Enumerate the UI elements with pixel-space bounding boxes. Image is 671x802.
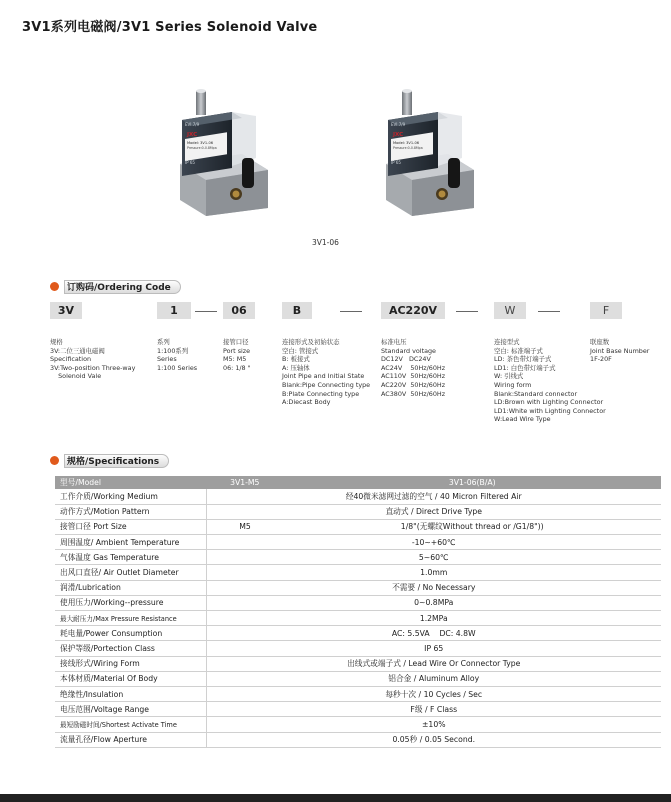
spec-value: 出线式或端子式 / Lead Wire Or Connector Type <box>206 656 661 671</box>
bullet-dot-icon <box>50 282 59 291</box>
specifications-table <box>55 476 661 748</box>
table-row <box>55 550 661 565</box>
spec-value: 每秒十次 / 10 Cycles / Sec <box>206 686 661 701</box>
photo2-pressure: Pressure:0-0.8Mpa <box>393 146 423 150</box>
spec-value: 0~0.8MPa <box>206 595 661 610</box>
table-row <box>55 732 661 747</box>
desc-port: 接管口径 Port size M5: M5 06: 1/8 " <box>223 338 251 372</box>
table-row <box>55 686 661 701</box>
spec-value: 铝合金 / Aluminum Alloy <box>206 671 661 686</box>
code-series: 1 <box>157 302 191 319</box>
spec-label: 使用压力/Working--pressure <box>55 595 206 610</box>
table-row <box>55 641 661 656</box>
valve-photo-2 <box>378 86 506 216</box>
table-row <box>55 489 661 504</box>
table-row <box>55 656 661 671</box>
desc-spec: 规格 3V:二位三通电磁阀 Specification 3V:Two-position Three-way Solenoid Vale <box>50 338 136 381</box>
desc-joint-base: 联座数 Joint Base Number 1F-20F <box>590 338 650 364</box>
table-row <box>55 611 661 626</box>
spec-value: F级 / F Class <box>206 702 661 717</box>
photo1-ip: IP 65 <box>185 160 195 165</box>
specifications-header <box>50 453 169 468</box>
code-joint: B <box>282 302 312 319</box>
valve-photo-1 <box>172 86 300 216</box>
spec-label: 气体温度 Gas Temperature <box>55 550 206 565</box>
table-row <box>55 580 661 595</box>
code-separator <box>195 311 217 312</box>
spec-label: 电压范围/Voltage Range <box>55 702 206 717</box>
spec-label: 本体材质/Material Of Body <box>55 671 206 686</box>
spec-label: 接管口径 Port Size <box>55 519 206 534</box>
bullet-dot-icon <box>50 456 59 465</box>
code-port: 06 <box>223 302 255 319</box>
ordering-code-title: 订购码/Ordering Code <box>64 280 181 294</box>
code-wiring: W <box>494 302 526 319</box>
photo2-ev: EVI 7/9 <box>391 122 406 127</box>
desc-series: 系列 1:100系列 Series 1:100 Series <box>157 338 198 372</box>
spec-label: 接线形式/Wiring Form <box>55 656 206 671</box>
photo1-brand: JXC <box>187 132 198 138</box>
spec-label: 动作方式/Motion Pattern <box>55 504 206 519</box>
column-header: 型号/Model <box>55 476 206 489</box>
spec-value: IP 65 <box>206 641 661 656</box>
photo-caption: 3V1-06 <box>312 238 339 247</box>
spec-value: 5~60℃ <box>206 550 661 565</box>
table-row <box>55 595 661 610</box>
spec-value: AC: 5.5VA DC: 4.8W <box>206 626 661 641</box>
spec-label: 最大耐压力/Max Pressure Resistance <box>55 611 206 626</box>
spec-value: 1.2MPa <box>206 611 661 626</box>
footer-bar <box>0 794 671 802</box>
photo2-brand: JXC <box>393 132 404 138</box>
ordering-code-header <box>50 279 181 294</box>
table-row <box>55 504 661 519</box>
table-row <box>55 535 661 550</box>
code-joint-base: F <box>590 302 622 319</box>
table-row <box>55 626 661 641</box>
spec-value: 0.05秒 / 0.05 Second. <box>206 732 661 747</box>
spec-value-06: 1/8"(无螺纹Without thread or /G1/8")) <box>283 519 661 534</box>
code-separator <box>538 311 560 312</box>
spec-label: 最短励磁时间/Shortest Activate Time <box>55 717 206 732</box>
spec-value: 经40微米滤网过滤的空气 / 40 Micron Filtered Air <box>206 489 661 504</box>
desc-voltage: 标准电压 Standard voltage DC12V DC24V AC24V 50Hz/60Hz AC110V 50Hz/60Hz AC220V 50Hz/60Hz AC380V 50Hz/60Hz <box>381 338 446 398</box>
spec-label: 周围温度/ Ambient Temperature <box>55 535 206 550</box>
spec-label: 流量孔径/Flow Aperture <box>55 732 206 747</box>
table-row <box>55 519 661 534</box>
spec-value: ±10% <box>206 717 661 732</box>
table-header-row <box>55 476 661 489</box>
column-header: 3V1-06(B/A) <box>283 476 661 489</box>
table-row <box>55 565 661 580</box>
spec-label: 绝缘性/Insulation <box>55 686 206 701</box>
code-voltage: AC220V <box>381 302 445 319</box>
specifications-title: 规格/Specifications <box>64 454 169 468</box>
page-title: 3V1系列电磁阀/3V1 Series Solenoid Valve <box>22 20 318 35</box>
spec-value: 直动式 / Direct Drive Type <box>206 504 661 519</box>
photo1-ev: EVI 7/9 <box>185 122 200 127</box>
spec-label: 保护等级/Portection Class <box>55 641 206 656</box>
column-header: 3V1-M5 <box>206 476 283 489</box>
photo2-model: Model: 3V1-06 <box>393 141 420 145</box>
spec-label: 工作介质/Working Medium <box>55 489 206 504</box>
photo1-model: Model: 3V1-06 <box>187 141 214 145</box>
photo1-pressure: Pressure:0-0.8Mpa <box>187 146 217 150</box>
photo2-ip: IP 65 <box>391 160 401 165</box>
desc-joint: 连接形式及初始状态 空白: 管接式 B: 板接式 A: 压轴体 Joint Pipe and Initial State Blank:Pipe Connecting type B:Plate Connecting type A:Diecast Body <box>282 338 371 407</box>
spec-label: 耗电量/Power Consumption <box>55 626 206 641</box>
spec-value: 1.0mm <box>206 565 661 580</box>
code-spec: 3V <box>50 302 82 319</box>
spec-value-m5: M5 <box>206 519 283 534</box>
spec-value: -10~+60℃ <box>206 535 661 550</box>
spec-label: 出风口直径/ Air Outlet Diameter <box>55 565 206 580</box>
table-row <box>55 702 661 717</box>
table-row <box>55 671 661 686</box>
table-row <box>55 717 661 732</box>
spec-label: 润滑/Lubrication <box>55 580 206 595</box>
code-separator <box>340 311 362 312</box>
code-separator <box>456 311 478 312</box>
desc-wiring: 连接型式 空白: 标准端子式 LD: 茶色带灯端子式 LD1: 白色带灯端子式 W: 引线式 Wiring form Blank:Standard connector LD:Brown with Lighting Connector LD1:White with Lighting Connector W:Lead Wire Type <box>494 338 606 424</box>
spec-value: 不需要 / No Necessary <box>206 580 661 595</box>
